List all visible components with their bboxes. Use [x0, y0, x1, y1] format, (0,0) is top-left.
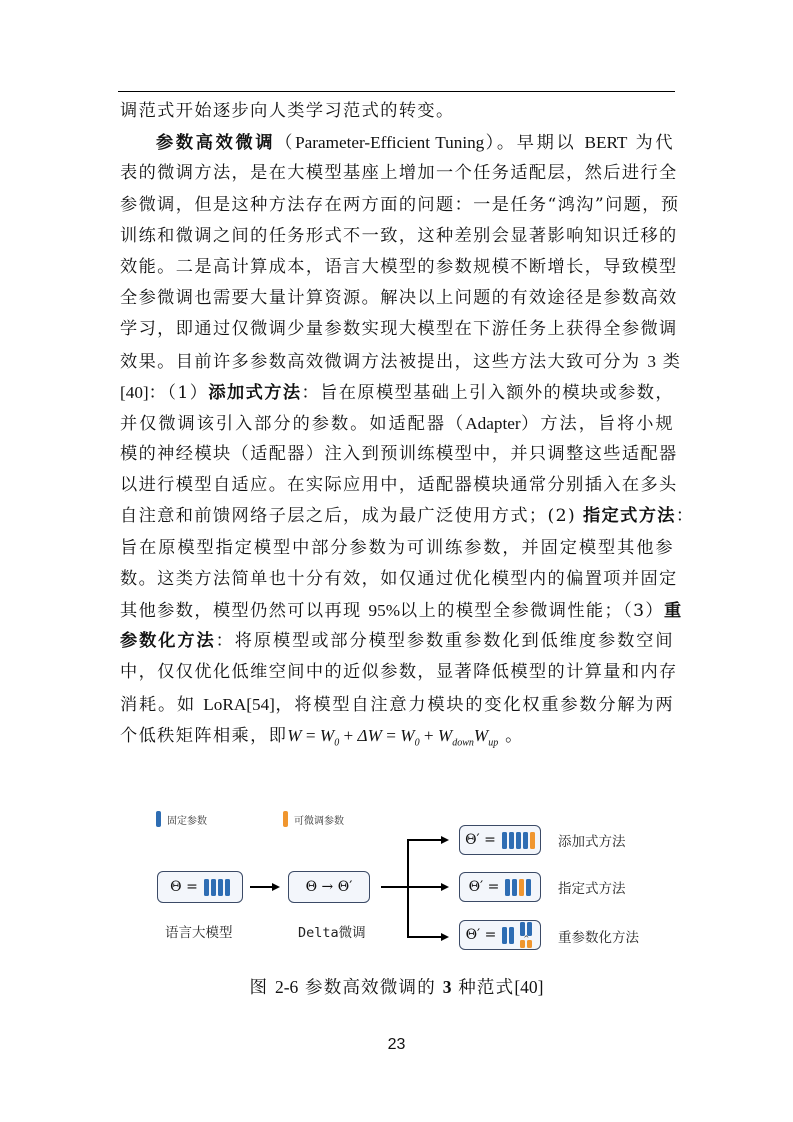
- additive-method-box: [459, 825, 541, 855]
- reparam-formula: Θ′ =: [465, 927, 497, 943]
- fixed-param-bar: [204, 879, 209, 896]
- text-line: [120, 221, 678, 252]
- text-segment: 调范式开始逐步向人类学习范式的转变。: [120, 101, 455, 121]
- caption-count: 3: [442, 977, 452, 997]
- header-rule: [118, 91, 675, 92]
- tunable-param-bar: [530, 832, 535, 849]
- text-line: [120, 408, 674, 439]
- text-segment: （: [275, 133, 296, 154]
- reparam-method-box: [459, 920, 541, 950]
- text-segment: ：将原模型或部分模型参数重参数化到低维度参数空间: [215, 631, 674, 652]
- text-segment: ：旨在原模型基础上引入额外的模块或参数，: [301, 382, 674, 403]
- reparam-param-bars: [502, 927, 514, 944]
- source-formula: Θ =: [170, 879, 198, 895]
- text-line: [120, 127, 674, 158]
- figure-caption: [0, 974, 793, 999]
- bold-term: 指定式方法: [582, 506, 676, 527]
- text-segment: 自注意和前馈网络子层之后，成为最广泛使用方式；(2): [120, 506, 583, 527]
- page-number: 23: [387, 1036, 406, 1053]
- text-segment: 表的微调方法，是在大模型基座上增加一个任务适配层，然后进行全: [120, 163, 678, 184]
- legend-fixed-params: [156, 811, 207, 827]
- text-line: [120, 314, 678, 345]
- text-segment: 模的神经模块（适配器）注入到预训练模型中，并只调整这些适配器: [120, 444, 678, 465]
- lora-formula: $W = W_0 + \Delta W = W_0 + W_{down}W_{up}$: [287, 725, 499, 749]
- text-segment: BERT: [584, 133, 628, 153]
- text-line: [120, 689, 674, 720]
- additive-formula: Θ′ =: [465, 832, 496, 848]
- text-segment: 训练和微调之间的任务形式不一致，这种差别会显著影响知识迁移的: [120, 225, 678, 246]
- caption-text: 参数高效微调的: [298, 978, 443, 998]
- text-segment: ，将模型自注意力模块的变化权重参数分解为两: [274, 694, 674, 715]
- fixed-param-bar: [526, 879, 531, 896]
- delta-tuning-box: [288, 871, 370, 903]
- text-line: [120, 377, 674, 408]
- text-segment: 旨在原模型指定模型中部分参数为可训练参数，并固定模型其他参: [120, 537, 674, 558]
- text-line: [120, 190, 680, 221]
- text-line: [120, 720, 674, 751]
- text-segment: 个低秩矩阵相乘，即: [120, 725, 288, 746]
- text-segment: ）方法，旨将小规: [520, 413, 675, 434]
- text-segment: Adapter: [465, 413, 521, 433]
- text-line: [120, 501, 695, 532]
- source-model-box: [157, 871, 243, 903]
- arrow-trunk: [381, 886, 441, 888]
- arrowhead-bottom: [441, 933, 449, 941]
- fixed-param-bar: [225, 879, 230, 896]
- text-segment: ：（1）: [148, 382, 209, 403]
- additive-method-label: 添加式方法: [558, 834, 626, 850]
- text-segment: [40]: [120, 382, 149, 402]
- delta-formula: Θ → Θ′: [305, 879, 353, 895]
- caption-prefix: 图: [249, 978, 275, 998]
- text-segment: 并仅微调该引入部分的参数。如适配器（: [120, 413, 466, 434]
- text-line: [120, 533, 674, 564]
- fixed-param-bar: [502, 927, 507, 944]
- fixed-param-bar: [211, 879, 216, 896]
- caption-ref: [40]: [514, 977, 544, 997]
- fixed-param-bar: [509, 927, 514, 944]
- text-segment: 全参微调也需要大量计算资源。解决以上问题的有效途径是参数高效: [120, 288, 678, 309]
- text-line: [120, 595, 683, 626]
- body-paragraphs: [120, 96, 695, 751]
- bold-term: 参数高效微调: [156, 133, 276, 154]
- specified-method-label: 指定式方法: [558, 881, 626, 897]
- legend-tunable-params: [283, 811, 344, 827]
- specified-formula: Θ′ =: [468, 879, 500, 895]
- arrowhead-top: [441, 836, 449, 844]
- text-line: [120, 252, 678, 283]
- arrow-branch-vertical: [407, 839, 409, 937]
- arrow-branch-bottom: [407, 936, 443, 938]
- fixed-param-bar: [512, 879, 517, 896]
- legend-swatch-tunable: [283, 811, 288, 827]
- text-line: [120, 283, 678, 314]
- text-segment: 95%: [368, 601, 401, 620]
- bold-term: 参数化方法: [120, 631, 216, 652]
- caption-text2: 种范式: [451, 978, 515, 998]
- specified-param-bars: [505, 879, 531, 896]
- text-segment: 为代: [627, 133, 674, 154]
- arrowhead-1: [272, 883, 280, 891]
- text-line: [120, 626, 674, 657]
- fixed-param-bar: [516, 832, 521, 849]
- text-line: [120, 439, 678, 470]
- text-line: [120, 564, 678, 595]
- text-segment: 。: [498, 725, 524, 746]
- fixed-param-bar: [523, 832, 528, 849]
- source-param-bars: [204, 879, 230, 896]
- delta-tuning-label: Delta微调: [298, 925, 366, 941]
- bold-term: 重: [664, 601, 683, 621]
- text-segment: 消耗。如: [120, 694, 204, 715]
- text-segment: 效果。目前许多参数高效微调方法被提出，这些方法大致可分为: [120, 351, 648, 372]
- text-segment: 3: [647, 351, 656, 371]
- text-line: [120, 470, 678, 501]
- text-line: [120, 346, 682, 377]
- fixed-param-bar: [509, 832, 514, 849]
- legend-label-fixed: 固定参数: [167, 815, 207, 827]
- arrow-line-1: [250, 886, 274, 888]
- text-segment: 参微调，但是这种方法存在两方面的问题：一是任务“鸿沟”问题，预: [120, 194, 680, 215]
- text-segment: 中，仅仅优化低维空间中的近似参数，显著降低模型的计算量和内存: [120, 662, 678, 683]
- text-segment: ：: [675, 506, 695, 527]
- text-segment: 以上的模型全参微调性能；（3）: [400, 601, 664, 621]
- text-segment: Parameter-Efficient Tuning: [295, 133, 485, 153]
- text-segment: LoRA[54]: [203, 694, 275, 714]
- fixed-param-bar: [502, 832, 507, 849]
- text-line: [120, 158, 678, 189]
- text-segment: 其他参数，模型仍然可以再现: [120, 601, 369, 621]
- tunable-param-bar: [519, 879, 524, 896]
- text-line: [120, 96, 674, 127]
- legend-label-tunable: 可微调参数: [294, 815, 344, 827]
- reparam-method-label: 重参数化方法: [558, 930, 639, 946]
- fixed-param-bar: [218, 879, 223, 896]
- text-segment: 学习，即通过仅微调少量参数实现大模型在下游任务上获得全参微调: [120, 319, 678, 340]
- text-segment: 以进行模型自适应。在实际应用中，适配器模块通常分别插入在多头: [120, 475, 678, 496]
- fixed-param-bar: [505, 879, 510, 896]
- additive-param-bars: [502, 832, 535, 849]
- specified-method-box: [459, 872, 541, 902]
- text-segment: ）。早期以: [484, 133, 585, 154]
- text-segment: 数。这类方法简单也十分有效，如仅通过优化模型内的偏置项并固定: [120, 568, 678, 589]
- text-segment: 类: [655, 351, 682, 372]
- source-model-label: 语言大模型: [165, 925, 233, 941]
- caption-number: 2-6: [274, 977, 299, 997]
- legend-swatch-fixed: [156, 811, 161, 827]
- bold-term: 添加式方法: [208, 382, 302, 403]
- reparam-decomposition-icon: ^: [520, 922, 534, 948]
- text-segment: 效能。二是高计算成本，语言大模型的参数规模不断增长，导致模型: [120, 256, 678, 277]
- text-line: [120, 657, 678, 688]
- arrow-branch-top: [407, 839, 443, 841]
- arrowhead-middle: [441, 883, 449, 891]
